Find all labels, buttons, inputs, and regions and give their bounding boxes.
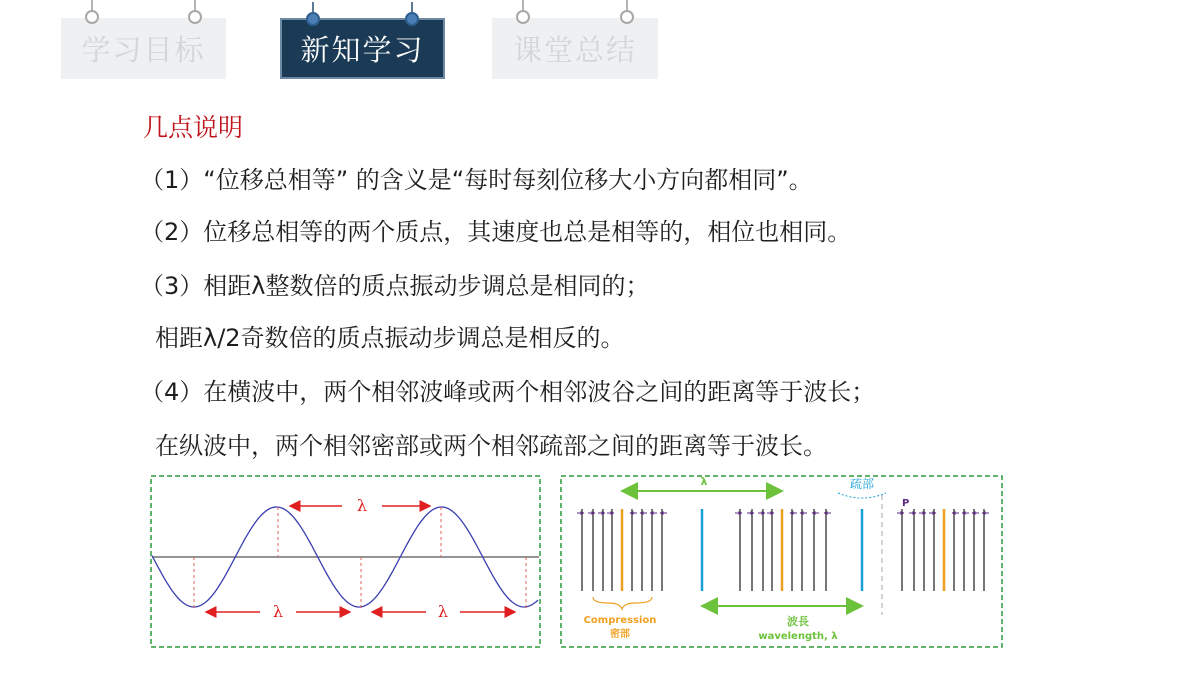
pin-icon: [306, 2, 320, 26]
pin-icon: [188, 0, 202, 24]
wavelength-label-en: wavelength, λ: [758, 631, 838, 642]
lambda-label-bottom-right: λ: [437, 602, 449, 621]
note-line-1: （1）“位移总相等” 的含义是“每时每刻位移大小方向都相同”。: [140, 166, 813, 194]
pin-icon: [405, 2, 419, 26]
diagram-frame: [151, 476, 540, 647]
pin-icon: [620, 0, 634, 24]
pin-icon: [516, 0, 530, 24]
compression-label-en: Compression: [583, 615, 657, 626]
note-line-3-continued: 相距λ/2奇数倍的质点振动步调总是相反的。: [155, 324, 625, 352]
tab-label: 新知学习: [300, 33, 425, 67]
lambda-label-top: λ: [356, 496, 368, 515]
tab-new-knowledge[interactable]: [280, 18, 445, 79]
particle-rods: [577, 509, 989, 591]
section-title: 几点说明: [143, 113, 244, 142]
wavelength-label-cn: 波長: [787, 615, 809, 628]
tab-learning-objectives[interactable]: [61, 18, 226, 79]
note-line-4: （4）在横波中，两个相邻波峰或两个相邻波谷之间的距离等于波长；: [140, 378, 876, 406]
lambda-label-bottom-left: λ: [272, 602, 284, 621]
tab-label: 学习目标: [81, 33, 206, 67]
longitudinal-wave-diagram: [560, 475, 1004, 649]
pin-icon: [85, 0, 99, 24]
compression-label-cn: 密部: [610, 629, 630, 640]
tab-class-summary[interactable]: [492, 18, 658, 79]
point-p-label: P: [902, 498, 910, 509]
note-line-4-continued: 在纵波中，两个相邻密部或两个相邻疏部之间的距离等于波长。: [155, 432, 827, 460]
tab-label: 课堂总结: [512, 33, 637, 67]
lambda-label-top: λ: [700, 475, 708, 488]
note-line-2: （2）位移总相等的两个质点，其速度也总是相等的，相位也相同。: [140, 218, 852, 246]
compression-brace: [593, 597, 652, 609]
transverse-wave-diagram: [150, 475, 542, 649]
rarefaction-brace: [838, 493, 886, 498]
note-line-3: （3）相距λ整数倍的质点振动步调总是相同的；: [140, 272, 650, 300]
rarefaction-label: 疏部: [849, 477, 875, 491]
